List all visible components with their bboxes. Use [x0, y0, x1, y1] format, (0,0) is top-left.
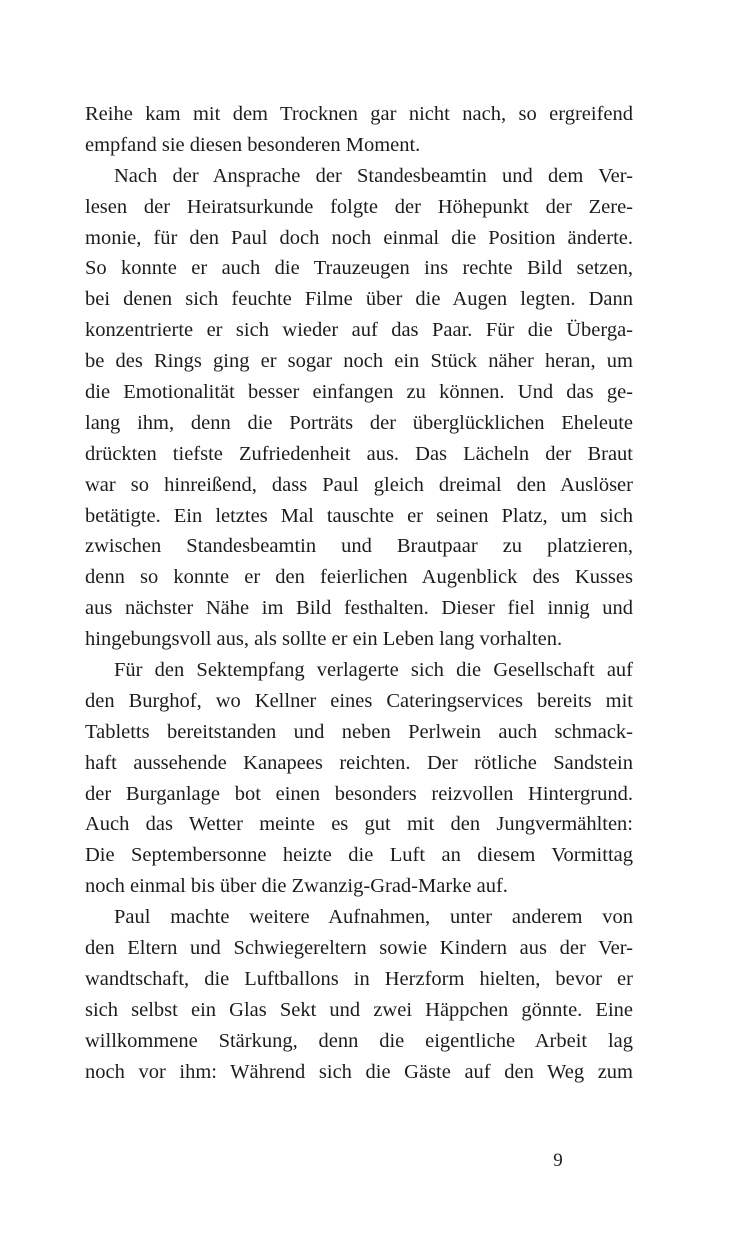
text-line: zwischen Standesbeamtin und Brautpaar zu platzieren,	[85, 535, 633, 558]
body-text	[85, 99, 633, 1088]
text-line: Für den Sektempfang verlagerte sich die Gesellschaft auf	[114, 659, 633, 682]
text-line: betätigte. Ein letztes Mal tauschte er seinen Platz, um sich	[85, 504, 633, 527]
text-line: Die Septembersonne heizte die Luft an diesem Vormittag	[85, 844, 633, 867]
text-line: hingebungsvoll aus, als sollte er ein Leben lang vorhalten.	[85, 628, 563, 651]
text-line: noch vor ihm: Während sich die Gäste auf den Weg zum	[85, 1060, 633, 1083]
text-line: haft aussehende Kanapees reichten. Der rötliche Sandstein	[85, 751, 633, 774]
text-line: den Burghof, wo Kellner eines Cateringservices bereits mit	[85, 689, 633, 712]
text-line: empfand sie diesen besonderen Moment.	[85, 133, 421, 156]
text-line: denn so konnte er den feierlichen Augenblick des Kusses	[85, 566, 633, 589]
text-line: Reihe kam mit dem Trocknen gar nicht nach, so ergreifend	[85, 103, 633, 125]
text-line: Nach der Ansprache der Standesbeamtin und dem Ver-	[114, 164, 633, 187]
text-line: Tabletts bereitstanden und neben Perlwein auch schmack-	[85, 720, 633, 743]
text-line: drückten tiefste Zufriedenheit aus. Das Lächeln der Braut	[85, 442, 633, 465]
text-line: be des Rings ging er sogar noch ein Stück näher heran, um	[85, 350, 633, 373]
text-line: sich selbst ein Glas Sekt und zwei Häppchen gönnte. Eine	[85, 998, 633, 1021]
text-line: war so hinreißend, dass Paul gleich dreimal den Auslöser	[85, 473, 633, 496]
text-line: Auch das Wetter meinte es gut mit den Jungvermählten:	[85, 813, 633, 836]
text-line: lang ihm, denn die Porträts der überglücklichen Eheleute	[85, 411, 633, 434]
text-line: die Emotionalität besser einfangen zu können. Und das ge-	[85, 381, 633, 404]
text-line: aus nächster Nähe im Bild festhalten. Dieser fiel innig und	[85, 597, 633, 620]
text-line: der Burganlage bot einen besonders reizvollen Hintergrund.	[85, 782, 633, 805]
text-line: lesen der Heiratsurkunde folgte der Höhepunkt der Zere-	[85, 195, 633, 218]
text-line: bei denen sich feuchte Filme über die Augen legten. Dann	[85, 288, 633, 311]
text-line: willkommene Stärkung, denn die eigentliche Arbeit lag	[85, 1029, 633, 1052]
page-number: 9	[553, 1150, 563, 1171]
text-line: noch einmal bis über die Zwanzig-Grad-Marke auf.	[85, 875, 508, 898]
text-line: monie, für den Paul doch noch einmal die Position änderte.	[85, 226, 633, 249]
text-line: konzentrierte er sich wieder auf das Paar. Für die Überga-	[85, 319, 633, 342]
text-line: wandtschaft, die Luftballons in Herzform hielten, bevor er	[85, 967, 633, 990]
text-line: Paul machte weitere Aufnahmen, unter anderem von	[114, 906, 633, 929]
text-line: den Eltern und Schwiegereltern sowie Kindern aus der Ver-	[85, 937, 633, 960]
text-line: So konnte er auch die Trauzeugen ins rechte Bild setzen,	[85, 257, 633, 280]
